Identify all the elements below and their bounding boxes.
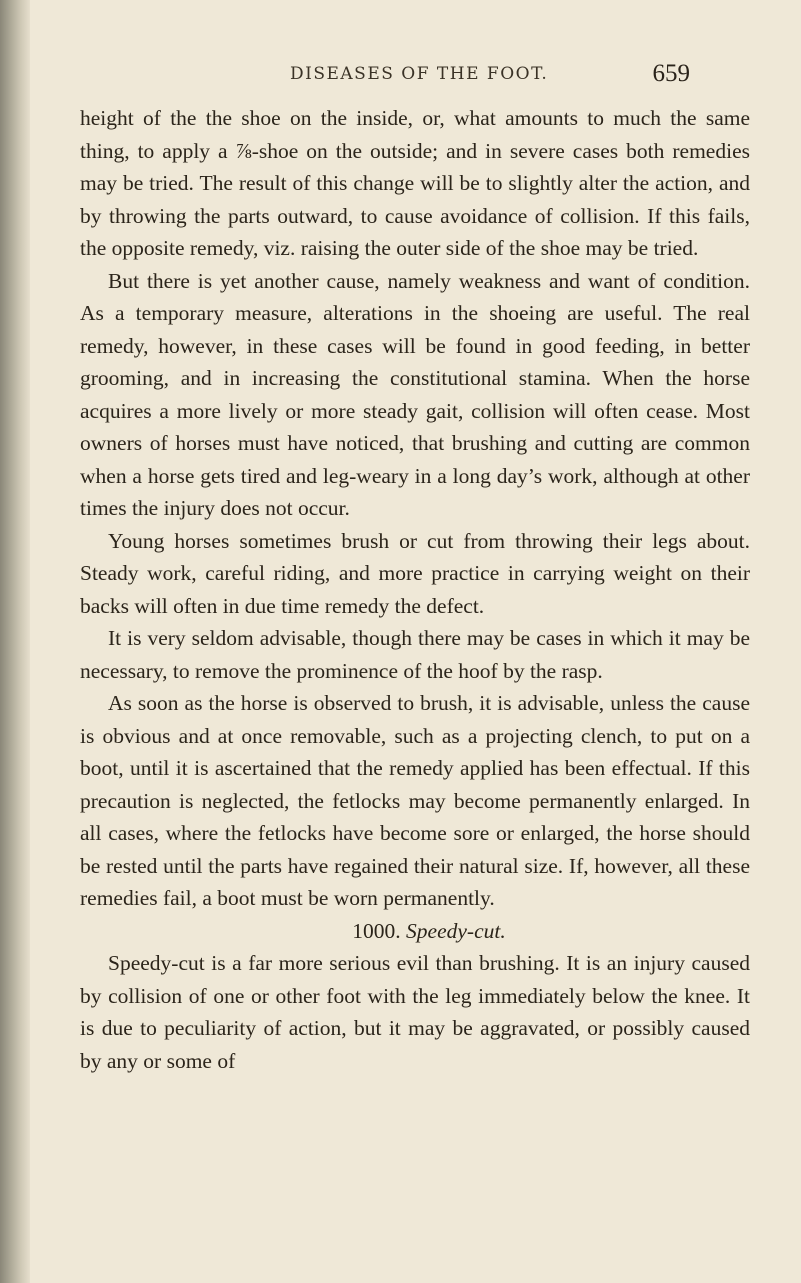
paragraph: height of the the shoe on the inside, or, what amounts to much the same thing, to apply a ⅞-shoe on the outside; and in severe cases both remedies may be tried. The result of this change will be to slightly alter the action, and by throwing the parts outward, to cause avoidance of collision. If this fails, the opposite remedy, viz. raising the outer side of the shoe may be tried. [80, 106, 750, 260]
paragraph: Young horses sometimes brush or cut from throwing their legs about. Steady work, careful riding, and more practice in carrying weight on their backs will often in due time remedy the defect. [80, 528, 750, 618]
body-text [80, 102, 750, 1077]
paragraph: As soon as the horse is observed to brush, it is advisable, unless the cause is obvious and at once removable, such as a projecting clench, to put on a boot, until it is ascertained that the remedy applied has been effectual. If this precaution is neglected, the fetlocks may become permanently enlarged. In all cases, where the fetlocks have become sore or enlarged, the horse should be rested until the parts have regained their natural size. If, however, all these remedies fail, a boot must be worn permanently. [80, 691, 750, 910]
book-page [30, 0, 801, 1283]
paragraph: But there is yet another cause, namely weakness and want of condition. As a temporary measure, alterations in the shoeing are useful. The real remedy, however, in these cases will be found in good feeding, in better grooming, and in increasing the constitutional stamina. When the horse acquires a more lively or more steady gait, collision will often cease. Most owners of horses must have noticed, that brushing and cutting are common when a horse gets tired and leg-weary in a long day’s work, although at other times the injury does not occur. [80, 268, 750, 520]
section-number: 1000. [352, 918, 401, 943]
page-header [290, 60, 690, 92]
book-gutter [0, 0, 30, 1283]
paragraph: Speedy-cut is a far more serious evil than brushing. It is an injury caused by collision of one or other foot with the leg immediately below the knee. It is due to peculiarity of action, but it may be aggravated, or possibly caused by any or some of [80, 951, 750, 1073]
section-heading [80, 915, 750, 948]
running-head: DISEASES OF THE FOOT. [290, 64, 549, 84]
section-title: Speedy-cut. [406, 918, 506, 943]
page-number: 659 [652, 60, 690, 87]
paragraph: It is very seldom advisable, though there may be cases in which it may be necessary, to remove the prominence of the hoof by the rasp. [80, 626, 750, 683]
